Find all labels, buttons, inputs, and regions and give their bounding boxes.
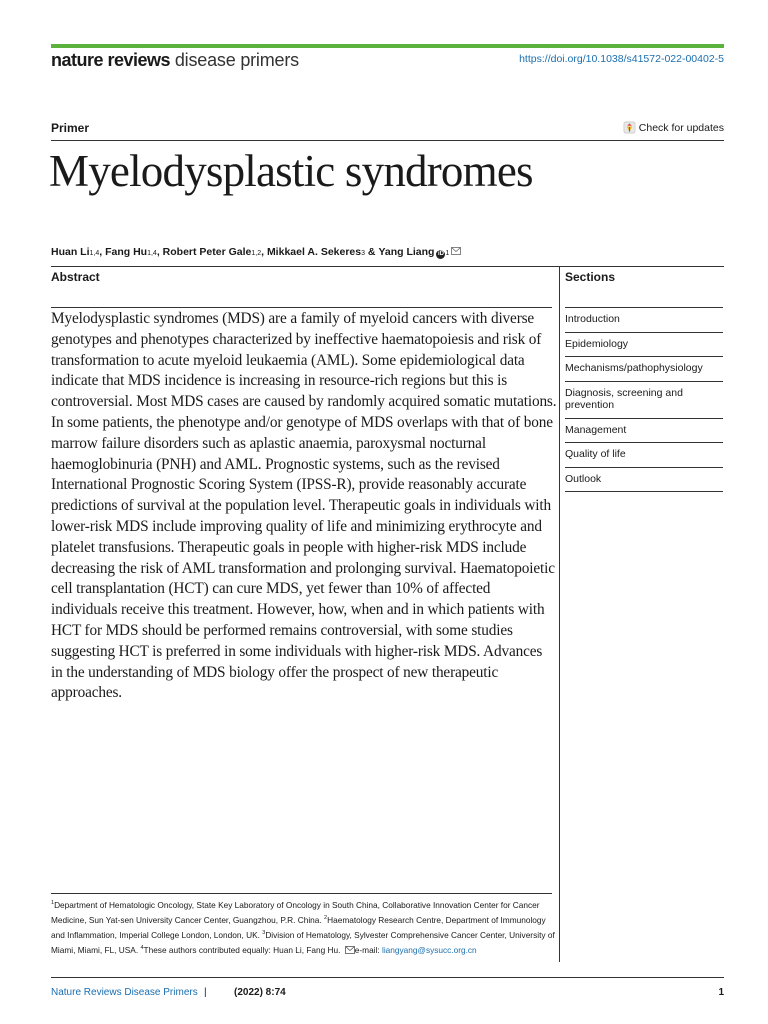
section-link-management[interactable]: Management: [565, 418, 723, 443]
section-link-introduction[interactable]: Introduction: [565, 307, 723, 332]
section-link-quality-of-life[interactable]: Quality of life: [565, 442, 723, 467]
abstract-text: Myelodysplastic syndromes (MDS) are a family of myeloid cancers with diverse genotypes and phenotypes characterized by ineffective haematopoiesis and risk of transformation to acute myeloid leukaemia (AML). Some epidemiological data indicate that MDS incidence is increasing in resource-rich regions but this is controversial. Most MDS cases are caused by randomly acquired somatic mutations. In some patients, the phenotype and/or genotype of MDS overlaps with that of bone marrow failure disorders such as aplastic anaemia, paroxysmal nocturnal haemoglobinuria (PNH) and AML. Prognostic systems, such as the revised International Prognostic Scoring System (IPSS-R), provide reasonably accurate predictions of survival at the population level. Therapeutic goals in individuals with lower-risk MDS include improving quality of life and minimizing erythrocyte and platelet transfusions. Therapeutic goals in people with higher-risk MDS include decreasing the risk of AML transformation and prolonging survival. Haematopoietic cell transplantation (HCT) can cure MDS, yet fewer than 10% of affected individuals receive this treatment. However, how, when and in which patients with HCT for MDS should be performed remains controversial, with some studies suggesting HCT is preferred in some individuals with higher-risk MDS. Advances in the understanding of MDS biology offer the prospect of new therapeutic approaches.: [51, 310, 557, 702]
affiliation-1: Department of Hematologic Oncology, State Key Laboratory of Oncology in South China, Collaborative Innovation Center for Cancer Medicine, Sun Yat-sen University Cancer Center, Guangzhou, P.R. China.: [51, 899, 540, 925]
author-affiliation-number: 1,4: [147, 250, 157, 257]
author-separator: ,: [99, 246, 106, 258]
divider: [51, 977, 724, 978]
check-for-updates-label: Check for updates: [638, 121, 724, 134]
footer-separator: |: [204, 987, 207, 998]
article-type: Primer: [51, 121, 90, 135]
affiliation-text: [51, 897, 557, 957]
orcid-icon[interactable]: iD: [437, 251, 444, 257]
author-separator: ,: [261, 246, 267, 258]
affiliations: [51, 897, 557, 957]
article-title: Myelodysplastic syndromes: [49, 146, 533, 196]
divider: [51, 307, 552, 308]
affiliation-number: 2: [324, 914, 328, 921]
divider: [51, 266, 724, 267]
section-link-mechanisms[interactable]: Mechanisms/pathophysiology: [565, 356, 723, 381]
section-link-epidemiology[interactable]: Epidemiology: [565, 332, 723, 357]
journal-name: [51, 50, 299, 71]
author-separator: &: [365, 246, 379, 258]
author-name[interactable]: Mikkael A. Sekeres: [266, 246, 362, 258]
email-label: e-mail:: [354, 944, 380, 955]
doi-link[interactable]: https://doi.org/10.1038/s41572-022-00402-5: [519, 53, 724, 65]
author-separator: ,: [156, 246, 163, 258]
abstract-heading: Abstract: [51, 270, 100, 284]
author-affiliation-number: 1: [445, 250, 450, 257]
author-affiliation-number: 1,4: [89, 250, 100, 257]
affiliation-2: Haematology Research Centre, Department of Immunology and Inflammation, Imperial College London, London, UK.: [51, 914, 546, 940]
page-number: 1: [718, 987, 724, 998]
mail-icon: [345, 946, 355, 954]
sections-nav: [565, 307, 723, 492]
author-list: [51, 246, 461, 259]
affiliation-number: 3: [262, 929, 266, 936]
section-link-diagnosis[interactable]: Diagnosis, screening and prevention: [565, 381, 723, 418]
affiliation-3: Division of Hematology, Sylvester Comprehensive Cancer Center, University of Miami, Miami, FL, USA.: [51, 929, 555, 955]
author-name[interactable]: Fang Hu: [105, 246, 148, 258]
divider: [51, 140, 724, 141]
journal-name-bold: nature reviews: [51, 50, 171, 70]
author-name[interactable]: Yang Liang: [378, 246, 435, 258]
author-affiliation-number: 1,2: [251, 250, 262, 257]
mail-icon[interactable]: [451, 247, 461, 255]
header-accent-bar: [51, 44, 724, 48]
affiliation-4: These authors contributed equally: Huan Li, Fang Hu.: [143, 944, 341, 955]
footer-citation: (2022) 8:74: [234, 987, 286, 998]
section-link-outlook[interactable]: Outlook: [565, 467, 723, 493]
author-affiliation-number: 3: [361, 250, 366, 257]
column-divider: [559, 267, 560, 962]
check-for-updates-button[interactable]: [623, 121, 724, 134]
author-name[interactable]: Huan Li: [51, 246, 90, 258]
crossmark-icon: [623, 121, 636, 134]
footer-journal-link[interactable]: Nature Reviews Disease Primers: [51, 987, 198, 998]
email-link[interactable]: liangyang@sysucc.org.cn: [382, 944, 477, 955]
affiliation-number: 1: [51, 900, 55, 906]
author-name[interactable]: Robert Peter Gale: [162, 246, 252, 258]
divider: [51, 893, 552, 894]
affiliation-number: 4: [140, 944, 144, 951]
sections-heading: Sections: [565, 270, 616, 284]
journal-name-light: disease primers: [174, 50, 299, 70]
